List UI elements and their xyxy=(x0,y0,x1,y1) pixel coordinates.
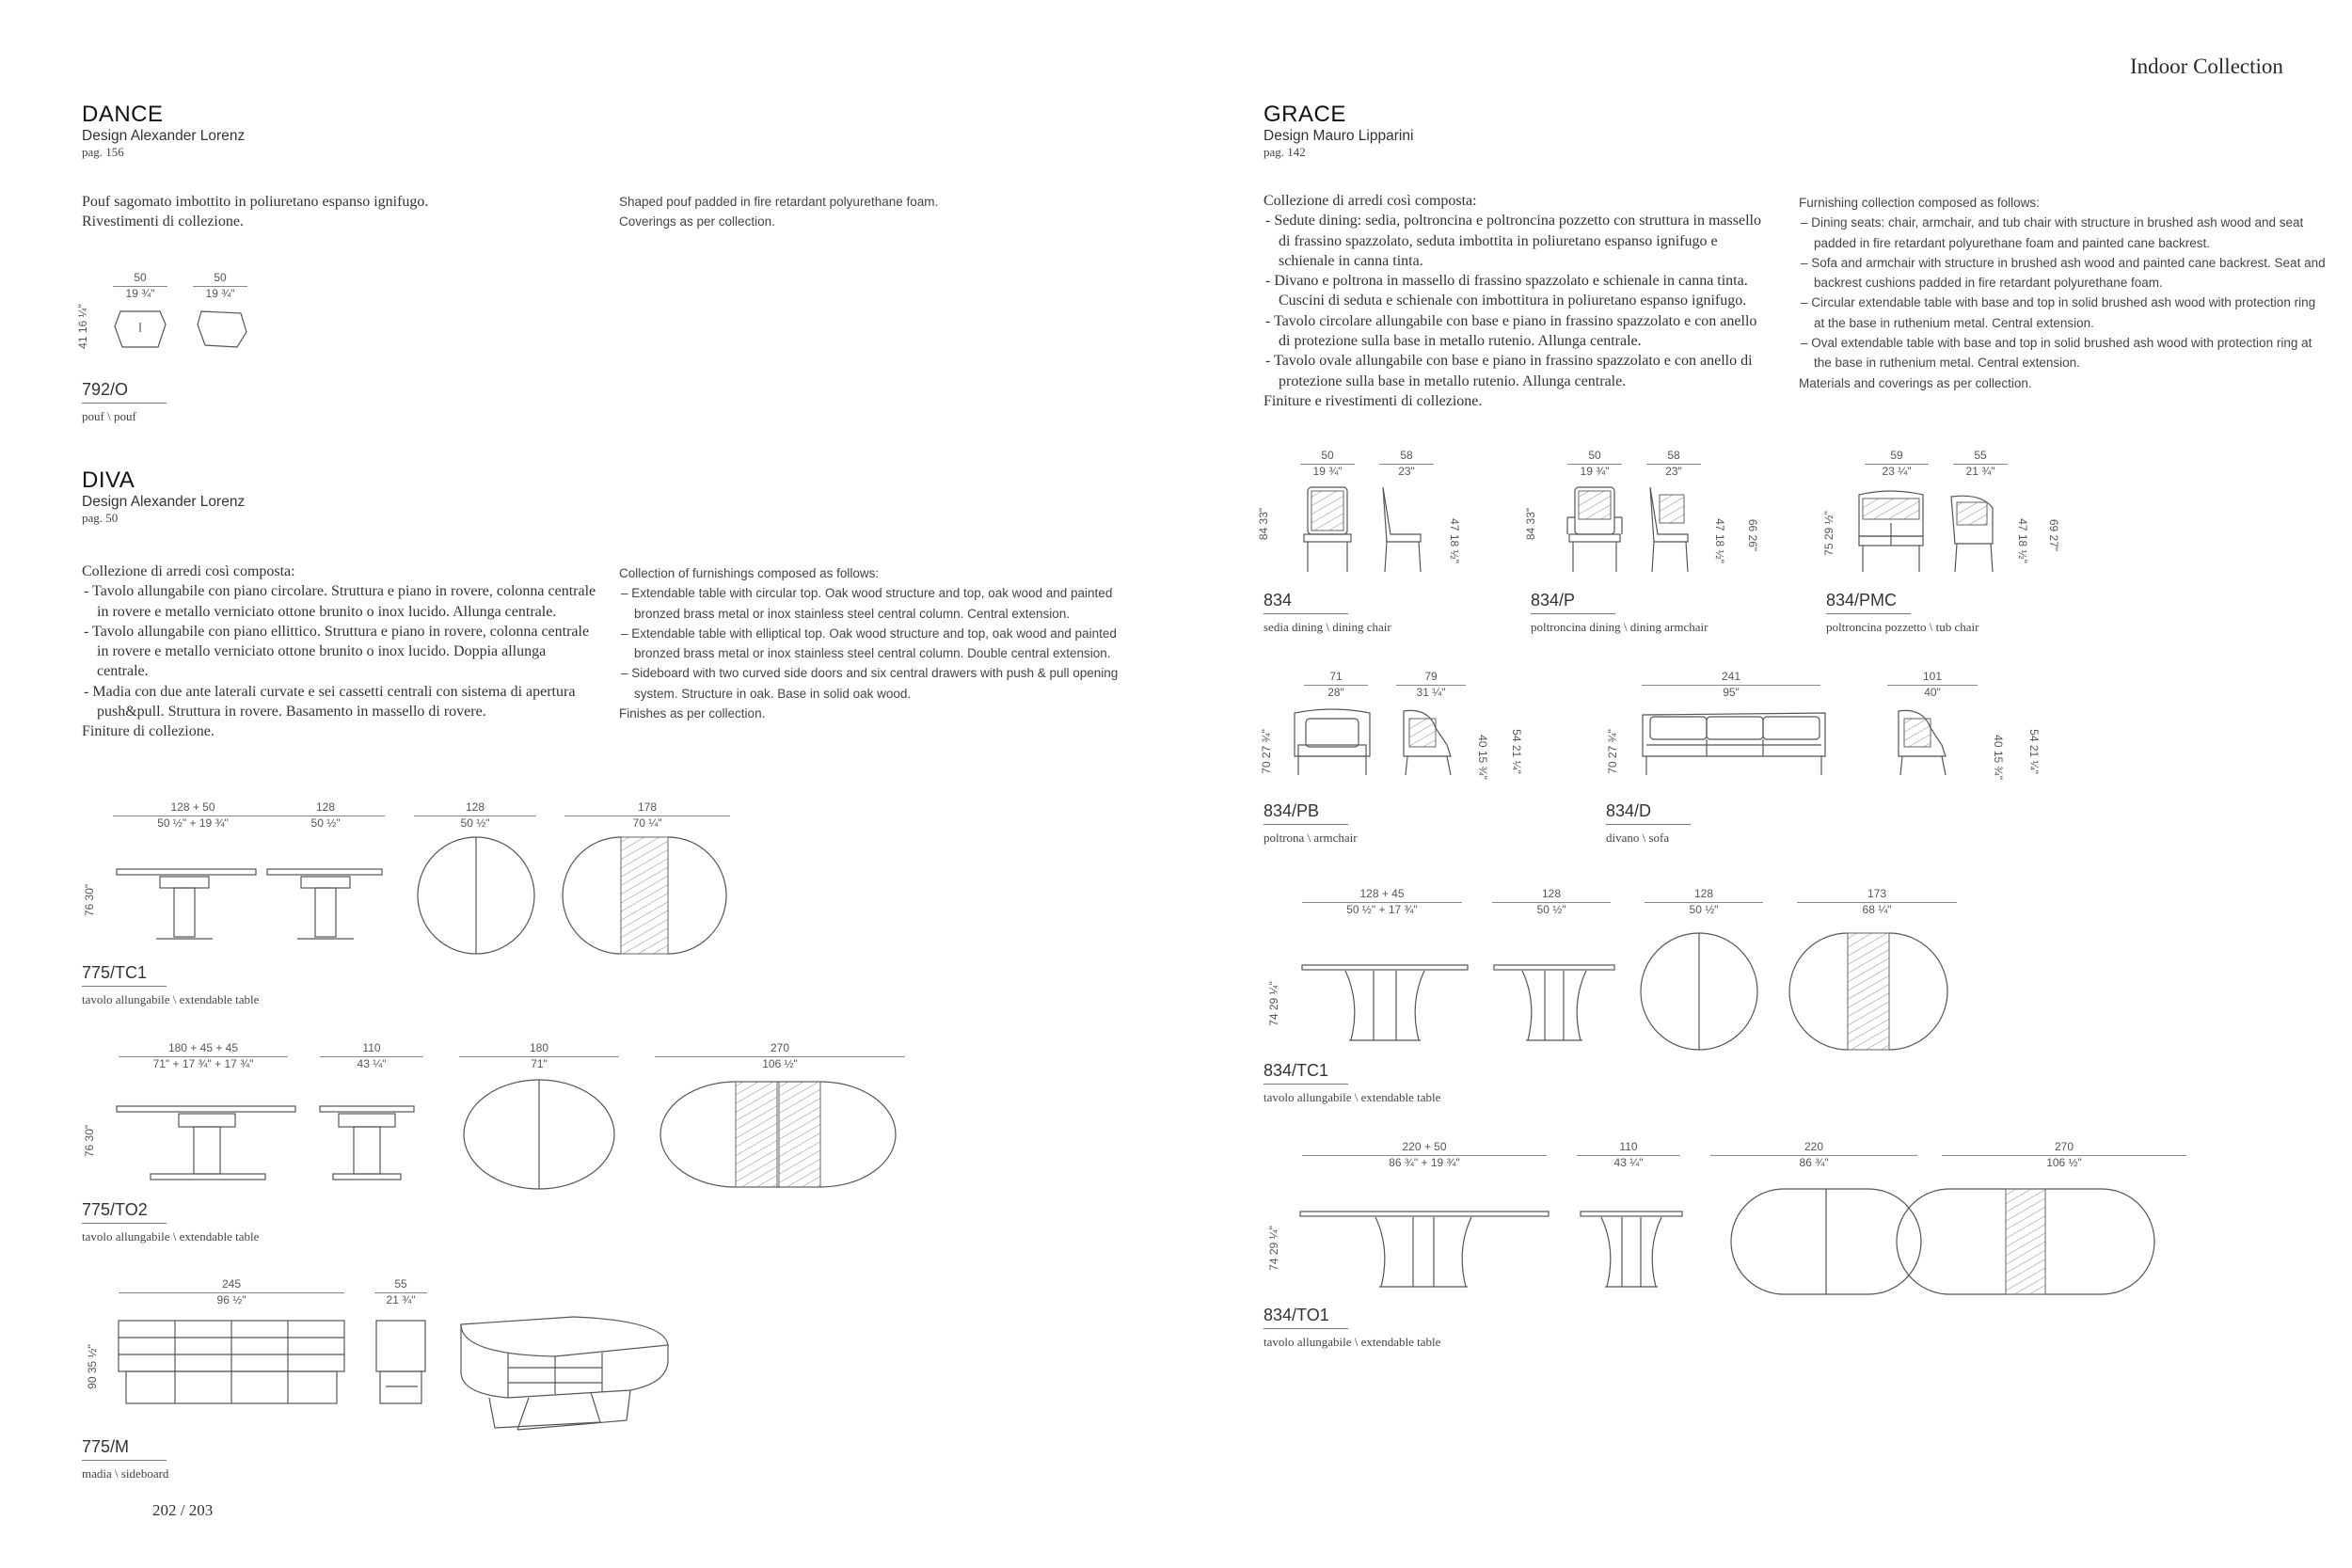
armchair-834-pb-drawing xyxy=(1287,704,1475,779)
arm-height-dim xyxy=(2027,729,2041,774)
dim-in: 21 ¼" xyxy=(1509,744,1523,774)
product-834-p xyxy=(1531,591,1708,635)
diva-designer: Design Alexander Lorenz xyxy=(82,494,246,510)
bullet-text: Tavolo allungabile con piano circolare. Struttura e piano in rovere, colonna centrale in rovere e metallo verniciato ottone brunito o inox lucido. Allunga centrale. xyxy=(92,583,596,620)
table-top-round xyxy=(418,837,534,954)
dim-label xyxy=(1304,670,1368,700)
diva-bullet-en: – Sideboard with two curved side doors and six central drawers with push & pull opening system. Structure in oak. Base in solid oak wood. xyxy=(621,666,1119,701)
dim-in: 35 ½" xyxy=(85,1344,99,1374)
dim-in: 19 ¾" xyxy=(1580,465,1610,478)
product-code: 834/PMC xyxy=(1826,591,1911,614)
dim-in: 70 ¼" xyxy=(632,816,662,830)
dance-title: DANCE xyxy=(82,102,164,127)
product-caption: pouf \ pouf xyxy=(82,409,136,423)
dim-cm: 54 xyxy=(1509,729,1523,742)
product-code: 834/TO1 xyxy=(1263,1306,1348,1329)
height-dim xyxy=(1260,729,1273,774)
dim-in: 21 ¼" xyxy=(2026,744,2041,774)
dim-in: 26" xyxy=(1746,534,1760,552)
dim-cm: 55 xyxy=(374,1277,427,1293)
table-top-extended xyxy=(1789,933,1947,1050)
dim-in: 23" xyxy=(1398,465,1415,478)
grace-designer: Design Mauro Lipparini xyxy=(1263,128,1414,144)
dim-label xyxy=(266,800,385,831)
grace-page-ref: pag. 142 xyxy=(1263,145,1306,159)
dim-in: 43 ¼" xyxy=(1613,1156,1644,1169)
product-834-pb xyxy=(1263,801,1358,846)
arm-height-dim xyxy=(1510,729,1523,774)
dim-label xyxy=(1797,887,1957,917)
diva-desc-en xyxy=(619,563,1127,723)
dance-desc-it-line: Pouf sagomato imbottito in poliuretano espanso ignifugo. xyxy=(82,194,429,210)
dim-cm: 110 xyxy=(1577,1140,1680,1156)
height-dim xyxy=(83,1125,96,1157)
dim-label xyxy=(119,1277,344,1307)
dim-in: 27 ¾" xyxy=(1259,729,1273,759)
dim-cm: 128 xyxy=(266,800,385,816)
dim-cm: 180 + 45 + 45 xyxy=(119,1041,288,1057)
dim-cm: 84 xyxy=(1257,527,1271,541)
bullet-text: Sideboard with two curved side doors and six central drawers with push & pull opening system. Structure in oak. Base in solid oak wood. xyxy=(631,666,1119,701)
table-side-view xyxy=(1494,965,1614,1040)
dim-in: 29 ¼" xyxy=(1266,981,1280,1011)
dim-cm: 75 xyxy=(1821,543,1836,556)
dim-in: 29 ½" xyxy=(1821,511,1836,541)
armchair-side-view xyxy=(1650,487,1688,572)
dim-label xyxy=(655,1041,905,1071)
product-caption: tavolo allungabile \ extendable table xyxy=(1263,1090,1441,1104)
collection-title: Indoor Collection xyxy=(2130,55,2283,78)
dance-desc-en-line: Shaped pouf padded in fire retardant polyurethane foam. xyxy=(619,195,939,209)
product-caption: tavolo allungabile \ extendable table xyxy=(82,1229,260,1243)
table-side-view xyxy=(320,1106,414,1180)
dim-in: 18 ½" xyxy=(1712,533,1726,563)
chair-side-view xyxy=(1383,487,1421,572)
dim-label xyxy=(1953,449,2008,479)
dim-cm: 47 xyxy=(1712,518,1726,531)
dim-in: 96 ½" xyxy=(216,1293,246,1307)
dim-in: 27" xyxy=(2047,534,2061,552)
product-775-tc1 xyxy=(82,963,259,1007)
bullet-text: Tavolo ovale allungabile con base e piano in frassino spazzolato e con anello di protezione sulla base in metallo rutenio. Allunga centrale. xyxy=(1274,353,1753,389)
dim-in: 95" xyxy=(1723,686,1740,699)
dim-label xyxy=(1710,1140,1917,1170)
product-code: 775/TC1 xyxy=(82,963,167,987)
dim-cm: 47 xyxy=(2015,518,2029,531)
product-caption: madia \ sideboard xyxy=(82,1466,169,1481)
bullet-text: Extendable table with circular top. Oak wood structure and top, oak wood and painted bronzed brass metal or inox stainless steel central column. Central extension. xyxy=(631,586,1113,621)
dim-cm: 84 xyxy=(1524,527,1538,541)
dim-cm: 50 xyxy=(113,271,167,287)
table-side-view-extended xyxy=(1302,965,1468,1040)
grace-bullet-en: – Dining seats: chair, armchair, and tub chair with structure in brushed ash wood and seat padded in fire retardant polyurethane foam and painted cane backrest. xyxy=(1801,215,2304,250)
table-top-oval-extended xyxy=(660,1082,896,1187)
sideboard-775-m-drawing xyxy=(103,1307,687,1439)
dim-label xyxy=(459,1041,619,1071)
product-caption: poltroncina pozzetto \ tub chair xyxy=(1826,620,1979,634)
height-dim xyxy=(1822,511,1836,556)
sofa-front-view xyxy=(1643,713,1825,775)
dim-in: 30" xyxy=(83,1124,97,1142)
dim-in: 50 ½" xyxy=(1689,903,1719,916)
bullet-text: Sedute dining: sedia, poltroncina e poltroncina pozzetto con struttura in massello di frassino spazzolato, seduta imbottita in poliuretano espanso ignifugo e schienale in canna tinta. xyxy=(1274,213,1761,269)
product-834-to1 xyxy=(1263,1306,1440,1350)
dim-cm: 76 xyxy=(83,1144,97,1158)
dim-cm: 270 xyxy=(655,1041,905,1057)
dim-in: 106 ½" xyxy=(2046,1156,2082,1169)
bullet-text: Divano e poltrona in massello di frassino spazzolato e schienale in canna tinta. Cuscini di seduta e schienale con imbottitura in poliuretano espanso ignifugo. xyxy=(1274,273,1748,309)
bullet-text: Circular extendable table with base and top in solid brushed ash wood with protection ring at the base in ruthenium metal. Central extension. xyxy=(1811,295,2316,330)
bullet-text: Extendable table with elliptical top. Oak wood structure and top, oak wood and painted bronzed brass metal or inox stainless steel central column. Double central extension. xyxy=(631,626,1117,661)
dim-in: 33" xyxy=(1524,507,1538,525)
product-code: 834/P xyxy=(1531,591,1615,614)
bullet-text: Dining seats: chair, armchair, and tub chair with structure in brushed ash wood and seat padded in fire retardant polyurethane foam and painted cane backrest. xyxy=(1811,215,2304,250)
height-dim xyxy=(1524,508,1537,540)
table-top-round xyxy=(1641,933,1757,1050)
diva-outro-it: Finiture di collezione. xyxy=(82,723,215,740)
bullet-text: Madia con due ante laterali curvate e sei cassetti centrali con sistema di apertura push&pull. Struttura in rovere. Basamento in massello di rovere. xyxy=(92,683,576,721)
diva-page-ref: pag. 50 xyxy=(82,511,119,525)
dim-cm: 70 xyxy=(1605,761,1619,774)
diva-bullet-it: - Madia con due ante laterali curvate e sei cassetti centrali con sistema di apertura push&pull. Struttura in rovere. Basamento in massello di rovere. xyxy=(84,683,576,721)
tub-chair-side-view xyxy=(1951,496,1993,572)
dim-label xyxy=(1492,887,1611,917)
diva-intro-en: Collection of furnishings composed as follows: xyxy=(619,566,880,580)
grace-intro-it: Collezione di arredi così composta: xyxy=(1263,193,1477,209)
height-dim xyxy=(86,1344,99,1389)
dim-label xyxy=(374,1277,427,1307)
dim-label xyxy=(1645,887,1763,917)
dim-cm: 90 xyxy=(85,1376,99,1389)
diva-bullet-en: – Extendable table with elliptical top. Oak wood structure and top, oak wood and painted bronzed brass metal or inox stainless steel central column. Double central extension. xyxy=(621,626,1117,661)
dim-in: 27 ¾" xyxy=(1605,729,1619,759)
grace-bullet-it: - Tavolo circolare allungabile con base e piano in frassino spazzolato e con anello di protezione sulla base in metallo rutenio. Allunga centrale. xyxy=(1265,312,1757,350)
table-top-extended xyxy=(563,837,726,954)
dim-cm: 55 xyxy=(1953,449,2008,465)
dim-cm: 128 + 50 xyxy=(113,800,273,816)
dim-cm: 270 xyxy=(1942,1140,2186,1156)
dim-in: 23 ¼" xyxy=(1882,465,1912,478)
dim-in: 31 ¼" xyxy=(1416,686,1446,699)
dim-cm: 220 + 50 xyxy=(1302,1140,1547,1156)
grace-bullet-en: – Oval extendable table with base and top in solid brushed ash wood with protection ring at the base in ruthenium metal. Central extension. xyxy=(1801,336,2312,371)
dim-cm: 50 xyxy=(1300,449,1355,465)
dim-label xyxy=(1567,449,1622,479)
pouf-drawing xyxy=(111,306,262,353)
dim-cm: 180 xyxy=(459,1041,619,1057)
dance-desc-en xyxy=(619,192,1146,232)
bullet-text: Sofa and armchair with structure in brushed ash wood and painted cane backrest. Seat and backrest cushions padded in fire retardant polyurethane foam. xyxy=(1811,255,2326,291)
table-top-oval xyxy=(464,1080,614,1189)
dim-in: 50 ½" xyxy=(310,816,341,830)
grace-intro-en: Furnishing collection composed as follows: xyxy=(1799,196,2040,210)
dim-in: 19 ¾" xyxy=(205,287,235,300)
dim-in: 43 ¼" xyxy=(357,1057,387,1070)
seat-height-dim xyxy=(1713,518,1726,563)
dim-in: 40" xyxy=(1924,686,1941,699)
dim-label xyxy=(1396,670,1466,700)
dance-desc-it-line: Rivestimenti di collezione. xyxy=(82,214,244,230)
dim-cm: 128 + 45 xyxy=(1302,887,1462,903)
diva-bullet-it: - Tavolo allungabile con piano circolare. Struttura e piano in rovere, colonna centrale in rovere e metallo verniciato ottone brunito o inox lucido. Allunga centrale. xyxy=(84,583,596,620)
dance-header xyxy=(82,102,245,160)
table-top-oval xyxy=(1731,1189,1921,1294)
product-775-to2 xyxy=(82,1200,259,1244)
tub-chair-834-pmc-drawing xyxy=(1850,489,2019,576)
dim-cm: 74 xyxy=(1266,1258,1280,1271)
dim-cm: 220 xyxy=(1710,1140,1917,1156)
dim-cm: 74 xyxy=(1266,1013,1280,1026)
product-code: 775/M xyxy=(82,1437,167,1461)
grace-desc-en xyxy=(1799,193,2326,393)
height-dim xyxy=(83,884,96,916)
dim-label xyxy=(1942,1140,2186,1170)
dance-page-ref: pag. 156 xyxy=(82,145,124,159)
dance-desc-it xyxy=(82,192,609,232)
page-numbers: 202 / 203 xyxy=(152,1501,214,1519)
dim-in: 71" xyxy=(531,1057,548,1070)
dim-in: 86 ¾" + 19 ¾" xyxy=(1389,1156,1460,1169)
chair-front-view xyxy=(1304,487,1351,572)
dim-label xyxy=(1887,670,1978,700)
lounge-armchair-front-view xyxy=(1295,709,1370,775)
product-caption: tavolo allungabile \ extendable table xyxy=(82,992,260,1006)
chair-834-drawing xyxy=(1293,482,1443,576)
sideboard-side-view xyxy=(376,1321,425,1403)
dim-in: 23" xyxy=(1665,465,1682,478)
grace-bullet-en: – Sofa and armchair with structure in brushed ash wood and painted cane backrest. Seat and backrest cushions padded in fire retardant polyurethane foam. xyxy=(1801,255,2326,291)
height-dim xyxy=(1257,508,1270,540)
dim-in: 16 ¼" xyxy=(75,304,89,334)
grace-outro-en: Materials and coverings as per collection. xyxy=(1799,375,2032,390)
table-side-view xyxy=(1581,1212,1682,1287)
dim-in: 15 ¾" xyxy=(1475,750,1489,780)
dim-in: 15 ¾" xyxy=(1991,750,2005,780)
height-dim xyxy=(1267,981,1280,1026)
product-code: 834/D xyxy=(1606,801,1691,825)
tub-chair-front-view xyxy=(1859,491,1923,572)
bullet-text: Tavolo circolare allungabile con base e piano in frassino spazzolato e con anello di protezione sulla base in metallo rutenio. Allunga centrale. xyxy=(1274,312,1757,350)
grace-desc-it xyxy=(1263,191,1772,411)
table-side-view-extended xyxy=(117,869,256,939)
dim-in: 106 ½" xyxy=(762,1057,798,1070)
dim-label xyxy=(1577,1140,1680,1170)
grace-bullet-it: - Divano e poltrona in massello di frassino spazzolato e schienale in canna tinta. Cuscini di seduta e schienale con imbottitura in poliuretano espanso ignifugo. xyxy=(1265,273,1748,309)
table-834-tc1-drawing xyxy=(1295,927,1972,1055)
sofa-side-view xyxy=(1899,710,1946,775)
dim-label xyxy=(1646,449,1701,479)
dim-label xyxy=(414,800,536,831)
dim-in: 18 ½" xyxy=(2015,533,2029,563)
dim-in: 33" xyxy=(1257,507,1271,525)
table-side-view-extended xyxy=(117,1106,295,1180)
seat-height-dim xyxy=(1476,735,1489,780)
product-caption: tavolo allungabile \ extendable table xyxy=(1263,1335,1441,1349)
dim-cm: 110 xyxy=(320,1041,423,1057)
grace-header xyxy=(1263,102,1413,160)
product-code: 792/O xyxy=(82,380,167,404)
bullet-text: Oval extendable table with base and top in solid brushed ash wood with protection ring at the base in ruthenium metal. Central extension. xyxy=(1811,336,2312,371)
dim-in: 21 ¾" xyxy=(1965,465,1995,478)
dim-cm: 50 xyxy=(193,271,247,287)
diva-bullet-en: – Extendable table with circular top. Oak wood structure and top, oak wood and painted bronzed brass metal or inox stainless steel central column. Central extension. xyxy=(621,586,1113,621)
pouf-angle-view xyxy=(198,311,246,347)
grace-bullet-it: - Tavolo ovale allungabile con base e piano in frassino spazzolato e con anello di protezione sulla base in metallo rutenio. Allunga centrale. xyxy=(1265,353,1753,389)
sofa-834-d-drawing xyxy=(1637,704,2013,779)
product-834 xyxy=(1263,591,1391,635)
table-side-view xyxy=(267,869,382,939)
table-side-view-extended xyxy=(1300,1212,1549,1287)
dim-label xyxy=(1302,1140,1547,1170)
product-caption: poltroncina dining \ dining armchair xyxy=(1531,620,1708,634)
bullet-text: Tavolo allungabile con piano ellittico. Struttura e piano in rovere, colonna centrale in rovere e metallo verniciato ottone brunito o inox lucido. Doppia allunga centrale. xyxy=(92,623,590,680)
dim-cm: 59 xyxy=(1865,449,1929,465)
dim-in: 50 ½" + 17 ¾" xyxy=(1346,903,1418,916)
product-code: 775/TO2 xyxy=(82,1200,167,1224)
dim-cm: 245 xyxy=(119,1277,344,1293)
dim-in: 68 ¼" xyxy=(1862,903,1892,916)
product-834-tc1 xyxy=(1263,1061,1440,1105)
arm-height-dim xyxy=(1746,519,1759,551)
armchair-834-p-drawing xyxy=(1560,482,1710,576)
product-775-m xyxy=(82,1437,168,1481)
dim-label xyxy=(193,271,247,301)
dim-cm: 66 xyxy=(1746,518,1760,532)
dim-cm: 71 xyxy=(1304,670,1368,686)
dim-cm: 58 xyxy=(1379,449,1434,465)
dim-in: 30" xyxy=(83,883,97,901)
diva-outro-en: Finishes as per collection. xyxy=(619,706,766,721)
dim-cm: 173 xyxy=(1797,887,1957,903)
dim-in: 86 ¾" xyxy=(1799,1156,1829,1169)
table-834-to1-drawing xyxy=(1295,1180,2198,1296)
grace-title: GRACE xyxy=(1263,102,1346,127)
dim-in: 29 ¼" xyxy=(1266,1226,1280,1256)
dim-cm: 70 xyxy=(1259,761,1273,774)
product-code: 834/TC1 xyxy=(1263,1061,1348,1085)
dance-desc-en-line: Coverings as per collection. xyxy=(619,214,775,230)
dim-in: 28" xyxy=(1327,686,1344,699)
lounge-armchair-side-view xyxy=(1404,710,1451,775)
dim-in: 19 ¾" xyxy=(125,287,155,300)
grace-bullet-it: - Sedute dining: sedia, poltroncina e poltroncina pozzetto con struttura in massello di frassino spazzolato, seduta imbottita in poliuretano espanso ignifugo e schienale in canna tinta. xyxy=(1265,213,1761,269)
dim-label xyxy=(1379,449,1434,479)
sideboard-front-view xyxy=(119,1321,344,1403)
dim-cm: 79 xyxy=(1396,670,1466,686)
product-caption: divano \ sofa xyxy=(1606,831,1670,845)
dim-cm: 69 xyxy=(2047,518,2061,532)
dim-cm: 128 xyxy=(1492,887,1611,903)
dance-designer: Design Alexander Lorenz xyxy=(82,128,246,144)
dim-in: 50 ½" xyxy=(460,816,490,830)
table-775-tc1-drawing xyxy=(103,828,743,964)
dim-cm: 101 xyxy=(1887,670,1978,686)
dim-label xyxy=(113,800,273,831)
dim-label xyxy=(119,1041,288,1071)
dim-in: 71" + 17 ¾" + 17 ¾" xyxy=(152,1057,254,1070)
dim-cm: 58 xyxy=(1646,449,1701,465)
height-dim xyxy=(76,304,89,349)
dim-cm: 128 xyxy=(414,800,536,816)
product-792-o xyxy=(82,380,167,424)
dim-cm: 54 xyxy=(2026,729,2041,742)
sideboard-perspective-view xyxy=(461,1317,668,1430)
dim-cm: 47 xyxy=(1447,518,1461,531)
dim-cm: 76 xyxy=(83,903,97,917)
dim-cm: 40 xyxy=(1991,735,2005,748)
dim-in: 19 ¾" xyxy=(1312,465,1343,478)
diva-header xyxy=(82,467,245,526)
dim-cm: 41 xyxy=(75,336,89,349)
dim-cm: 40 xyxy=(1475,735,1489,748)
diva-intro-it: Collezione di arredi così composta: xyxy=(82,563,295,579)
dim-label xyxy=(320,1041,423,1071)
diva-bullet-it: - Tavolo allungabile con piano ellittico. Struttura e piano in rovere, colonna centrale in rovere e metallo verniciato ottone brunito o inox lucido. Doppia allunga centrale. xyxy=(84,623,590,680)
dim-label xyxy=(1642,670,1820,700)
dim-label xyxy=(113,271,167,301)
dim-in: 50 ½" xyxy=(1536,903,1566,916)
arm-height-dim xyxy=(2047,519,2060,551)
dim-cm: 128 xyxy=(1645,887,1763,903)
dim-cm: 241 xyxy=(1642,670,1820,686)
grace-bullet-en: – Circular extendable table with base and top in solid brushed ash wood with protection ring at the base in ruthenium metal. Central extension. xyxy=(1801,295,2316,330)
dim-label xyxy=(564,800,730,831)
dim-label xyxy=(1865,449,1929,479)
product-code: 834 xyxy=(1263,591,1348,614)
dim-in: 21 ¾" xyxy=(386,1293,416,1307)
diva-title: DIVA xyxy=(82,467,135,493)
table-775-to2-drawing xyxy=(103,1069,913,1200)
height-dim xyxy=(1267,1226,1280,1271)
grace-outro-it: Finiture e rivestimenti di collezione. xyxy=(1263,392,1483,409)
height-dim xyxy=(1606,729,1619,774)
product-834-pmc xyxy=(1826,591,1979,635)
seat-height-dim xyxy=(1448,518,1461,563)
dim-in: 50 ½" + 19 ¾" xyxy=(157,816,229,830)
table-top-oval-extended xyxy=(1897,1189,2154,1294)
dim-cm: 50 xyxy=(1567,449,1622,465)
dim-in: 18 ½" xyxy=(1447,533,1461,563)
dim-cm: 178 xyxy=(564,800,730,816)
product-caption: poltrona \ armchair xyxy=(1263,831,1358,845)
diva-desc-it xyxy=(82,562,599,742)
product-834-d xyxy=(1606,801,1691,846)
dim-label xyxy=(1302,887,1462,917)
armchair-front-view xyxy=(1567,487,1622,572)
dim-label xyxy=(1300,449,1355,479)
product-code: 834/PB xyxy=(1263,801,1348,825)
product-caption: sedia dining \ dining chair xyxy=(1263,620,1391,634)
